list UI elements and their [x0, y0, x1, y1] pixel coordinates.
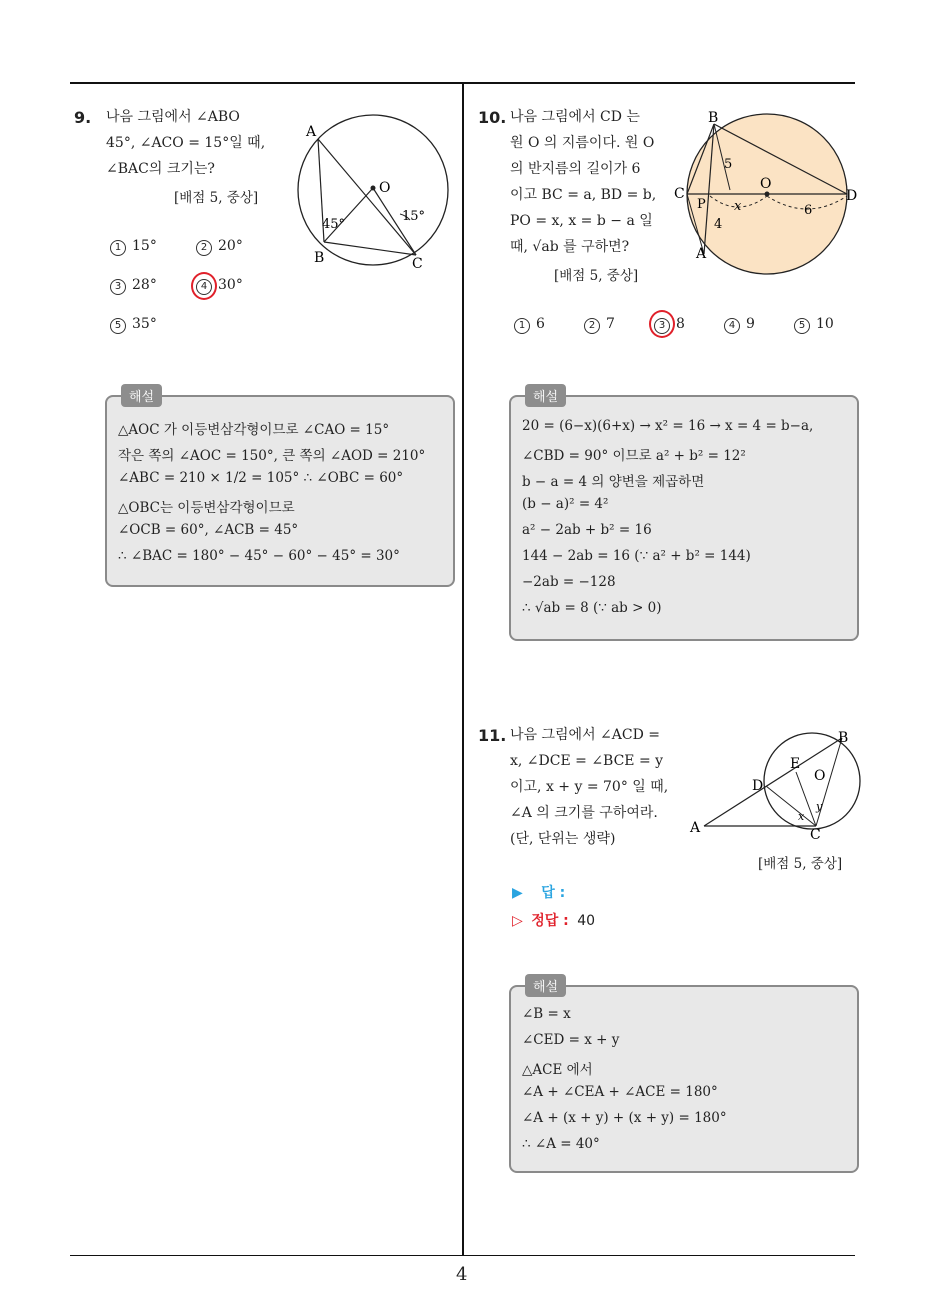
q11-label-D: D — [752, 778, 764, 794]
choice-text: 15° — [132, 238, 157, 254]
q10-solution-line: (b − a)² = 4² — [522, 496, 609, 512]
q11-solution-tag: 해설 — [525, 974, 566, 997]
q11-label-x: x — [798, 810, 805, 823]
q9-solution-line: △AOC 가 이등변삼각형이므로 ∠CAO = 15° — [118, 422, 390, 438]
q9-label-O: O — [379, 180, 391, 196]
q11-correct-value: 40 — [577, 913, 596, 929]
q11-label-E: E — [790, 756, 801, 772]
choice-text: 9 — [746, 316, 755, 332]
q11-solution-line: △ACE 에서 — [522, 1062, 593, 1078]
q11-solution-line: ∴ ∠A = 40° — [522, 1136, 600, 1152]
q10-label-5: 5 — [724, 157, 733, 172]
q9-choice-2[interactable] — [196, 238, 243, 256]
q10-line: 이고 BC = a, BD = b, — [510, 187, 657, 203]
q9-label-B: B — [314, 250, 325, 266]
q11-solution-line: ∠CED = x + y — [522, 1032, 620, 1048]
q11-solution-line: ∠A + ∠CEA + ∠ACE = 180° — [522, 1084, 718, 1100]
q11-line: 이고, x + y = 70° 일 때, — [510, 779, 669, 795]
choice-mark: 1 — [110, 240, 126, 256]
q11-answer-label: 답 : — [541, 885, 566, 901]
q10-line: 나음 그림에서 CD 는 — [510, 109, 640, 125]
q10-choice-2[interactable] — [584, 316, 615, 334]
q11-label-C: C — [810, 827, 821, 843]
q10-source: [배점 5, 중상] — [554, 268, 639, 284]
q10-solution-line: 20 = (6−x)(6+x) → x² = 16 → x = 4 = b−a, — [522, 418, 814, 434]
q10-label-P: P — [697, 197, 706, 212]
choice-mark: 2 — [584, 318, 600, 334]
q9-angle-15: 15° — [402, 209, 426, 224]
q11-label-A: A — [690, 820, 701, 836]
q10-line: PO = x, x = b − a 일 — [510, 213, 653, 229]
q11-correct-row — [512, 910, 595, 930]
q10-line: 원 O 의 지름이다. 원 O — [510, 135, 655, 151]
center-divider — [462, 84, 464, 1256]
q9-choice-5[interactable] — [110, 316, 157, 334]
q9-number: 9. — [74, 108, 92, 127]
q10-label-C: C — [674, 186, 685, 202]
q11-line: x, ∠DCE = ∠BCE = y — [510, 753, 664, 769]
q10-label-A: A — [696, 246, 707, 262]
choice-mark: 4 — [196, 279, 212, 295]
play-icon: ▶ — [512, 885, 523, 901]
q9-solution-line: △OBC는 이등변삼각형이므로 — [118, 500, 295, 516]
q11-solution-line: ∠B = x — [522, 1006, 571, 1022]
q9-answer-circle — [191, 272, 217, 300]
choice-mark: 2 — [196, 240, 212, 256]
q10-solution-tag: 해설 — [525, 384, 566, 407]
q10-choice-1[interactable] — [514, 316, 545, 334]
q9-choice-3[interactable] — [110, 277, 157, 295]
q11-text — [510, 722, 668, 852]
q10-label-O: O — [760, 176, 772, 192]
choice-text: 7 — [606, 316, 615, 332]
q10-number: 10. — [478, 108, 507, 127]
q11-figure — [686, 726, 862, 844]
choice-mark: 5 — [794, 318, 810, 334]
choice-text: 28° — [132, 277, 157, 293]
q11-line: 나음 그림에서 ∠ACD = — [510, 727, 661, 743]
q9-solution-line: 작은 쪽의 ∠AOC = 150°, 큰 쪽의 ∠AOD = 210° — [118, 448, 426, 464]
q9-choice-1[interactable] — [110, 238, 157, 256]
q9-source: [배점 5, 중상] — [174, 190, 259, 206]
q11-solution-line: ∠A + (x + y) + (x + y) = 180° — [522, 1110, 727, 1126]
choice-mark: 5 — [110, 318, 126, 334]
q11-label-B: B — [838, 730, 849, 746]
outline-play-icon: ▷ — [512, 913, 523, 929]
choice-text: 8 — [676, 316, 685, 332]
q10-label-D: D — [846, 188, 858, 204]
q10-solution-line: ∴ √ab = 8 (∵ ab > 0) — [522, 600, 662, 616]
q10-choice-4[interactable] — [724, 316, 755, 334]
q10-solution-line: −2ab = −128 — [522, 574, 616, 590]
choice-text: 20° — [218, 238, 243, 254]
q11-answer-row — [512, 882, 565, 902]
q9-line: 나음 그림에서 ∠ABO — [106, 109, 240, 125]
q10-solution-line: ∠CBD = 90° 이므로 a² + b² = 12² — [522, 448, 746, 464]
q9-solution-line: ∠ABC = 210 × 1/2 = 105° ∴ ∠OBC = 60° — [118, 470, 404, 486]
q10-solution-line: b − a = 4 의 양변을 제곱하면 — [522, 474, 705, 490]
choice-text: 10 — [816, 316, 834, 332]
choice-mark: 3 — [110, 279, 126, 295]
q11-line: ∠A 의 크기를 구하여라. — [510, 805, 658, 821]
choice-text: 35° — [132, 316, 157, 332]
q9-angle-45: 45° — [322, 217, 346, 232]
q10-solution-line: 144 − 2ab = 16 (∵ a² + b² = 144) — [522, 548, 751, 564]
q10-label-x: x — [734, 199, 742, 214]
q9-label-A: A — [306, 124, 317, 140]
q11-line: (단, 단위는 생략) — [510, 831, 616, 847]
choice-text: 30° — [218, 277, 243, 293]
q10-label-B: B — [708, 110, 719, 126]
choice-mark: 4 — [724, 318, 740, 334]
q11-number: 11. — [478, 726, 507, 745]
q10-answer-circle — [649, 310, 675, 338]
q11-source: [배점 5, 중상] — [758, 856, 843, 872]
q10-label-4: 4 — [714, 217, 723, 232]
q9-solution-line: ∴ ∠BAC = 180° − 45° − 60° − 45° = 30° — [118, 548, 400, 564]
q10-line: 때, √ab 를 구하면? — [510, 239, 630, 255]
q10-solution-line: a² − 2ab + b² = 16 — [522, 522, 652, 538]
bottom-rule — [70, 1255, 855, 1256]
q9-solution-line: ∠OCB = 60°, ∠ACB = 45° — [118, 522, 299, 538]
choice-mark: 1 — [514, 318, 530, 334]
q11-label-y: y — [816, 800, 823, 813]
q9-text — [106, 104, 265, 182]
q10-figure — [670, 110, 860, 278]
q9-figure — [292, 110, 454, 272]
q9-solution-tag: 해설 — [121, 384, 162, 407]
q11-label-O: O — [814, 768, 826, 784]
choice-mark: 3 — [654, 318, 670, 334]
q9-line: 45°, ∠ACO = 15°일 때, — [106, 135, 266, 151]
q9-line: ∠BAC의 크기는? — [106, 161, 215, 177]
page-number: 4 — [456, 1264, 468, 1285]
choice-text: 6 — [536, 316, 545, 332]
q9-label-C: C — [412, 256, 423, 272]
q10-choice-5[interactable] — [794, 316, 834, 334]
q11-correct-label: 정답 : — [531, 913, 569, 929]
q10-text — [510, 104, 656, 260]
q10-line: 의 반지름의 길이가 6 — [510, 161, 641, 177]
q10-label-6: 6 — [804, 203, 813, 218]
